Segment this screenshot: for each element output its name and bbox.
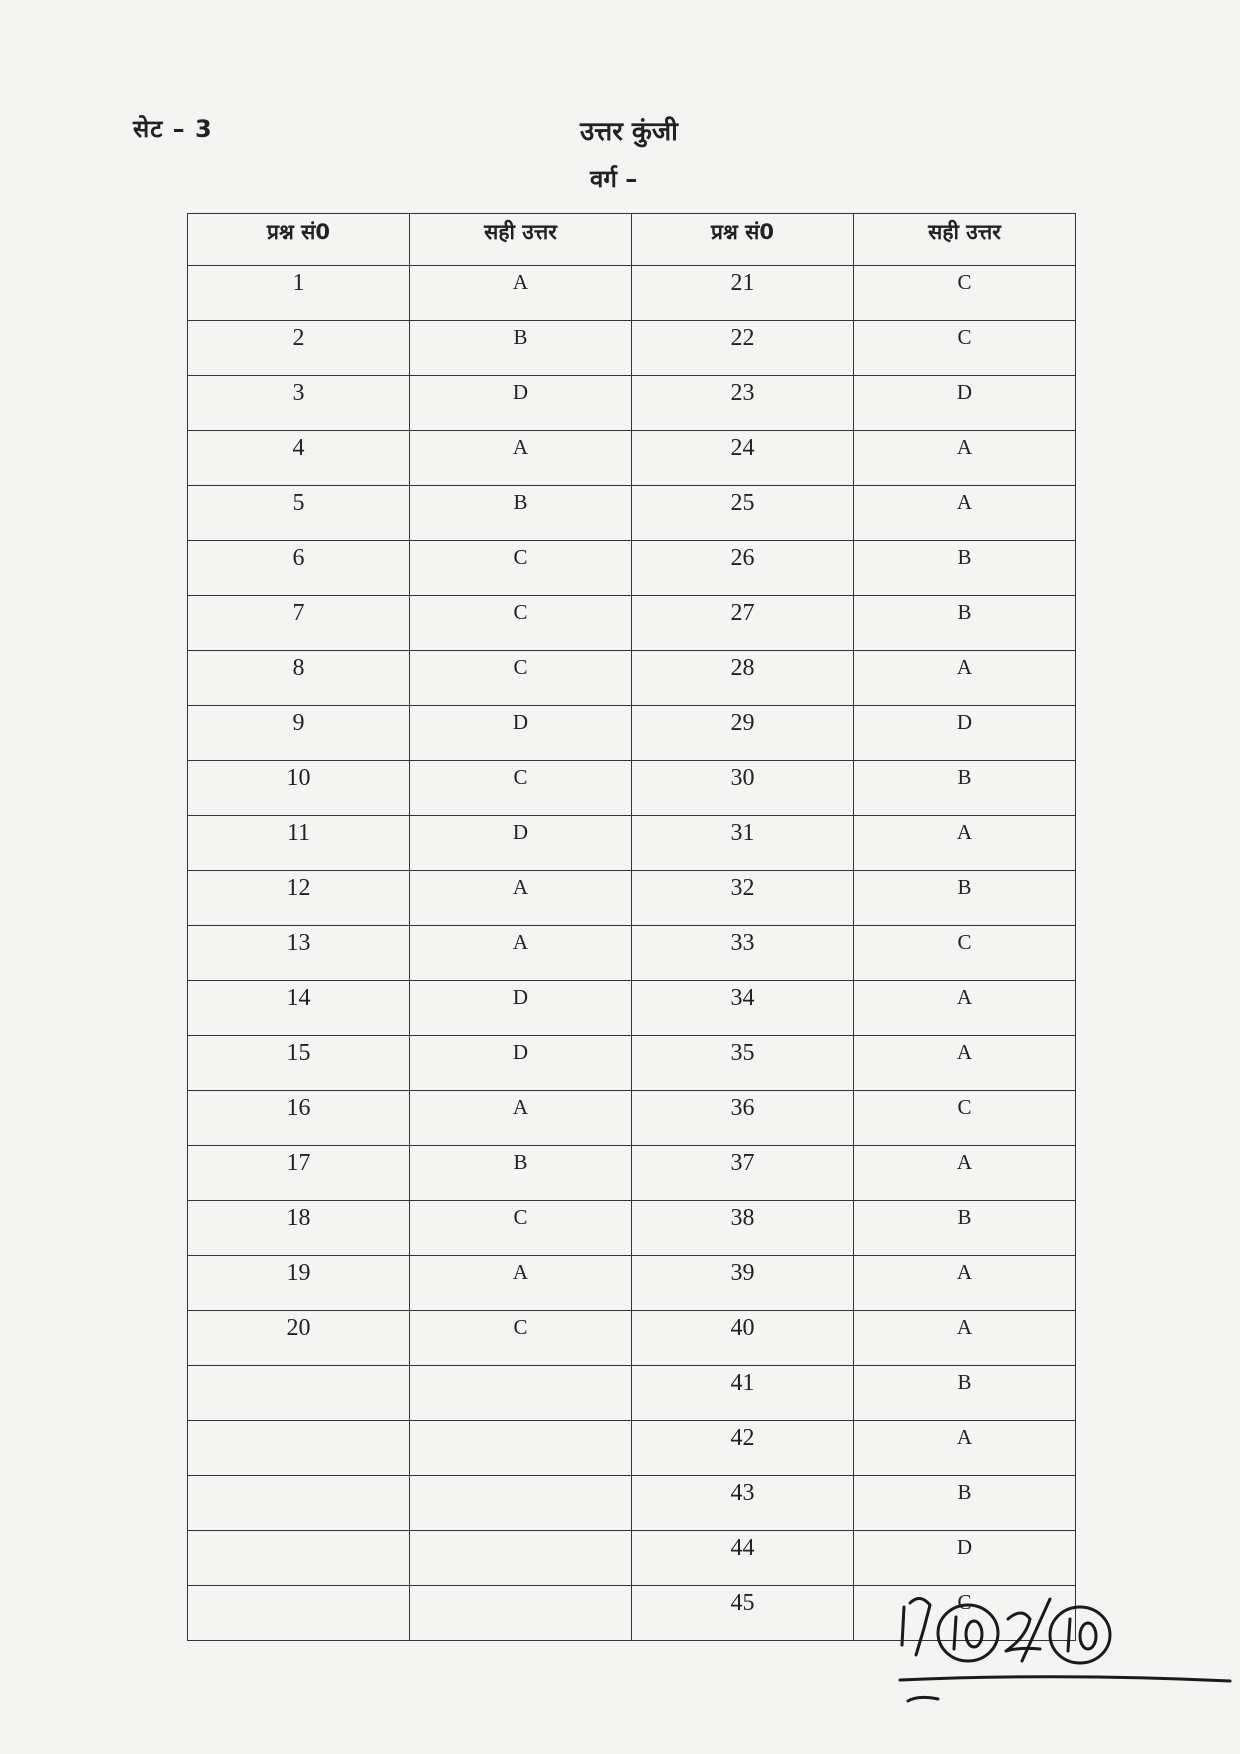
cell-question-no-right: 22 (632, 321, 854, 376)
cell-answer-left: D (410, 706, 632, 761)
cell-answer-right: A (854, 1146, 1076, 1201)
table-row (188, 1531, 1076, 1586)
column-header-answer-1: सही उत्तर (410, 214, 632, 266)
cell-question-no-right: 32 (632, 871, 854, 926)
cell-answer-left (410, 1476, 632, 1531)
table-row (188, 431, 1076, 486)
cell-answer-right: A (854, 816, 1076, 871)
cell-question-no-right: 29 (632, 706, 854, 761)
cell-question-no-left: 14 (188, 981, 410, 1036)
cell-answer-right: A (854, 1311, 1076, 1366)
cell-answer-right: A (854, 486, 1076, 541)
cell-question-no-right: 34 (632, 981, 854, 1036)
cell-answer-left (410, 1366, 632, 1421)
cell-question-no-left: 10 (188, 761, 410, 816)
cell-question-no-left (188, 1531, 410, 1586)
cell-question-no-left: 12 (188, 871, 410, 926)
column-header-answer-2: सही उत्तर (854, 214, 1076, 266)
cell-answer-right: C (854, 321, 1076, 376)
cell-question-no-right: 40 (632, 1311, 854, 1366)
cell-answer-right: B (854, 761, 1076, 816)
table-row (188, 1366, 1076, 1421)
table-row (188, 266, 1076, 321)
table-row (188, 1476, 1076, 1531)
cell-answer-right: B (854, 1366, 1076, 1421)
category-label: वर्ग – (590, 165, 638, 193)
cell-question-no-left: 16 (188, 1091, 410, 1146)
cell-answer-left: A (410, 1256, 632, 1311)
cell-question-no-right: 31 (632, 816, 854, 871)
table-row (188, 816, 1076, 871)
cell-answer-right: A (854, 1421, 1076, 1476)
cell-question-no-right: 33 (632, 926, 854, 981)
cell-question-no-left (188, 1476, 410, 1531)
cell-answer-left: A (410, 431, 632, 486)
cell-question-no-right: 25 (632, 486, 854, 541)
cell-question-no-left: 3 (188, 376, 410, 431)
cell-answer-right: B (854, 871, 1076, 926)
cell-answer-right: A (854, 1256, 1076, 1311)
cell-answer-left: A (410, 266, 632, 321)
cell-question-no-right: 26 (632, 541, 854, 596)
cell-question-no-right: 23 (632, 376, 854, 431)
table-row (188, 596, 1076, 651)
table-row (188, 1256, 1076, 1311)
table-row (188, 541, 1076, 596)
cell-question-no-left: 4 (188, 431, 410, 486)
table-body (188, 266, 1076, 1641)
cell-question-no-right: 30 (632, 761, 854, 816)
cell-answer-left: C (410, 651, 632, 706)
cell-question-no-left: 19 (188, 1256, 410, 1311)
cell-question-no-right: 44 (632, 1531, 854, 1586)
cell-question-no-right: 38 (632, 1201, 854, 1256)
cell-question-no-right: 45 (632, 1586, 854, 1641)
table-row (188, 1146, 1076, 1201)
cell-answer-right: C (854, 926, 1076, 981)
table-row (188, 981, 1076, 1036)
cell-answer-left: B (410, 321, 632, 376)
cell-answer-left: A (410, 926, 632, 981)
table-row (188, 706, 1076, 761)
column-header-question-no-1: प्रश्न सं0 (188, 214, 410, 266)
cell-question-no-right: 24 (632, 431, 854, 486)
table-row (188, 486, 1076, 541)
cell-answer-right: A (854, 651, 1076, 706)
cell-answer-right: D (854, 706, 1076, 761)
cell-answer-left: D (410, 816, 632, 871)
table-row (188, 1311, 1076, 1366)
cell-answer-right: B (854, 541, 1076, 596)
cell-answer-right: A (854, 1036, 1076, 1091)
cell-question-no-right: 35 (632, 1036, 854, 1091)
cell-question-no-left (188, 1366, 410, 1421)
cell-answer-right: C (854, 266, 1076, 321)
cell-question-no-left: 13 (188, 926, 410, 981)
cell-question-no-left: 18 (188, 1201, 410, 1256)
cell-answer-left: C (410, 761, 632, 816)
cell-answer-right: B (854, 596, 1076, 651)
column-header-question-no-2: प्रश्न सं0 (632, 214, 854, 266)
table-row (188, 1091, 1076, 1146)
table-row (188, 1036, 1076, 1091)
cell-answer-right: C (854, 1091, 1076, 1146)
cell-question-no-left: 11 (188, 816, 410, 871)
table-row (188, 871, 1076, 926)
table-row (188, 321, 1076, 376)
cell-question-no-right: 27 (632, 596, 854, 651)
cell-answer-right: D (854, 376, 1076, 431)
cell-answer-left: C (410, 596, 632, 651)
cell-answer-right: D (854, 1531, 1076, 1586)
cell-question-no-left: 7 (188, 596, 410, 651)
cell-question-no-left: 1 (188, 266, 410, 321)
table-row (188, 1421, 1076, 1476)
cell-question-no-right: 41 (632, 1366, 854, 1421)
table-row (188, 651, 1076, 706)
cell-question-no-left: 2 (188, 321, 410, 376)
handwritten-signature (890, 1585, 1240, 1735)
cell-answer-right: B (854, 1476, 1076, 1531)
cell-answer-left: D (410, 981, 632, 1036)
cell-question-no-left: 15 (188, 1036, 410, 1091)
cell-answer-left: C (410, 1311, 632, 1366)
cell-answer-left: D (410, 376, 632, 431)
cell-answer-left (410, 1531, 632, 1586)
table-header-row (188, 214, 1076, 266)
cell-answer-left: B (410, 486, 632, 541)
cell-answer-right: B (854, 1201, 1076, 1256)
cell-question-no-right: 36 (632, 1091, 854, 1146)
cell-answer-left: C (410, 1201, 632, 1256)
cell-answer-left: D (410, 1036, 632, 1091)
cell-question-no-left: 9 (188, 706, 410, 761)
cell-answer-left (410, 1421, 632, 1476)
cell-question-no-right: 37 (632, 1146, 854, 1201)
cell-question-no-left: 6 (188, 541, 410, 596)
cell-question-no-right: 43 (632, 1476, 854, 1531)
cell-question-no-right: 42 (632, 1421, 854, 1476)
cell-answer-right: A (854, 981, 1076, 1036)
cell-question-no-right: 21 (632, 266, 854, 321)
cell-answer-right: C (854, 1586, 1076, 1641)
table-row (188, 1201, 1076, 1256)
cell-answer-left: A (410, 1091, 632, 1146)
cell-question-no-left: 5 (188, 486, 410, 541)
cell-answer-left: C (410, 541, 632, 596)
table-row (188, 926, 1076, 981)
cell-question-no-left: 20 (188, 1311, 410, 1366)
cell-answer-right: A (854, 431, 1076, 486)
cell-question-no-right: 28 (632, 651, 854, 706)
cell-answer-left: B (410, 1146, 632, 1201)
set-label: सेट – 3 (133, 115, 213, 143)
table-row (188, 376, 1076, 431)
cell-question-no-left: 8 (188, 651, 410, 706)
cell-answer-left (410, 1586, 632, 1641)
cell-question-no-left (188, 1421, 410, 1476)
table-row (188, 761, 1076, 816)
cell-question-no-right: 39 (632, 1256, 854, 1311)
page-title: उत्तर कुंजी (580, 117, 678, 147)
cell-question-no-left: 17 (188, 1146, 410, 1201)
cell-question-no-left (188, 1586, 410, 1641)
cell-answer-left: A (410, 871, 632, 926)
answer-key-table (187, 213, 1076, 1641)
